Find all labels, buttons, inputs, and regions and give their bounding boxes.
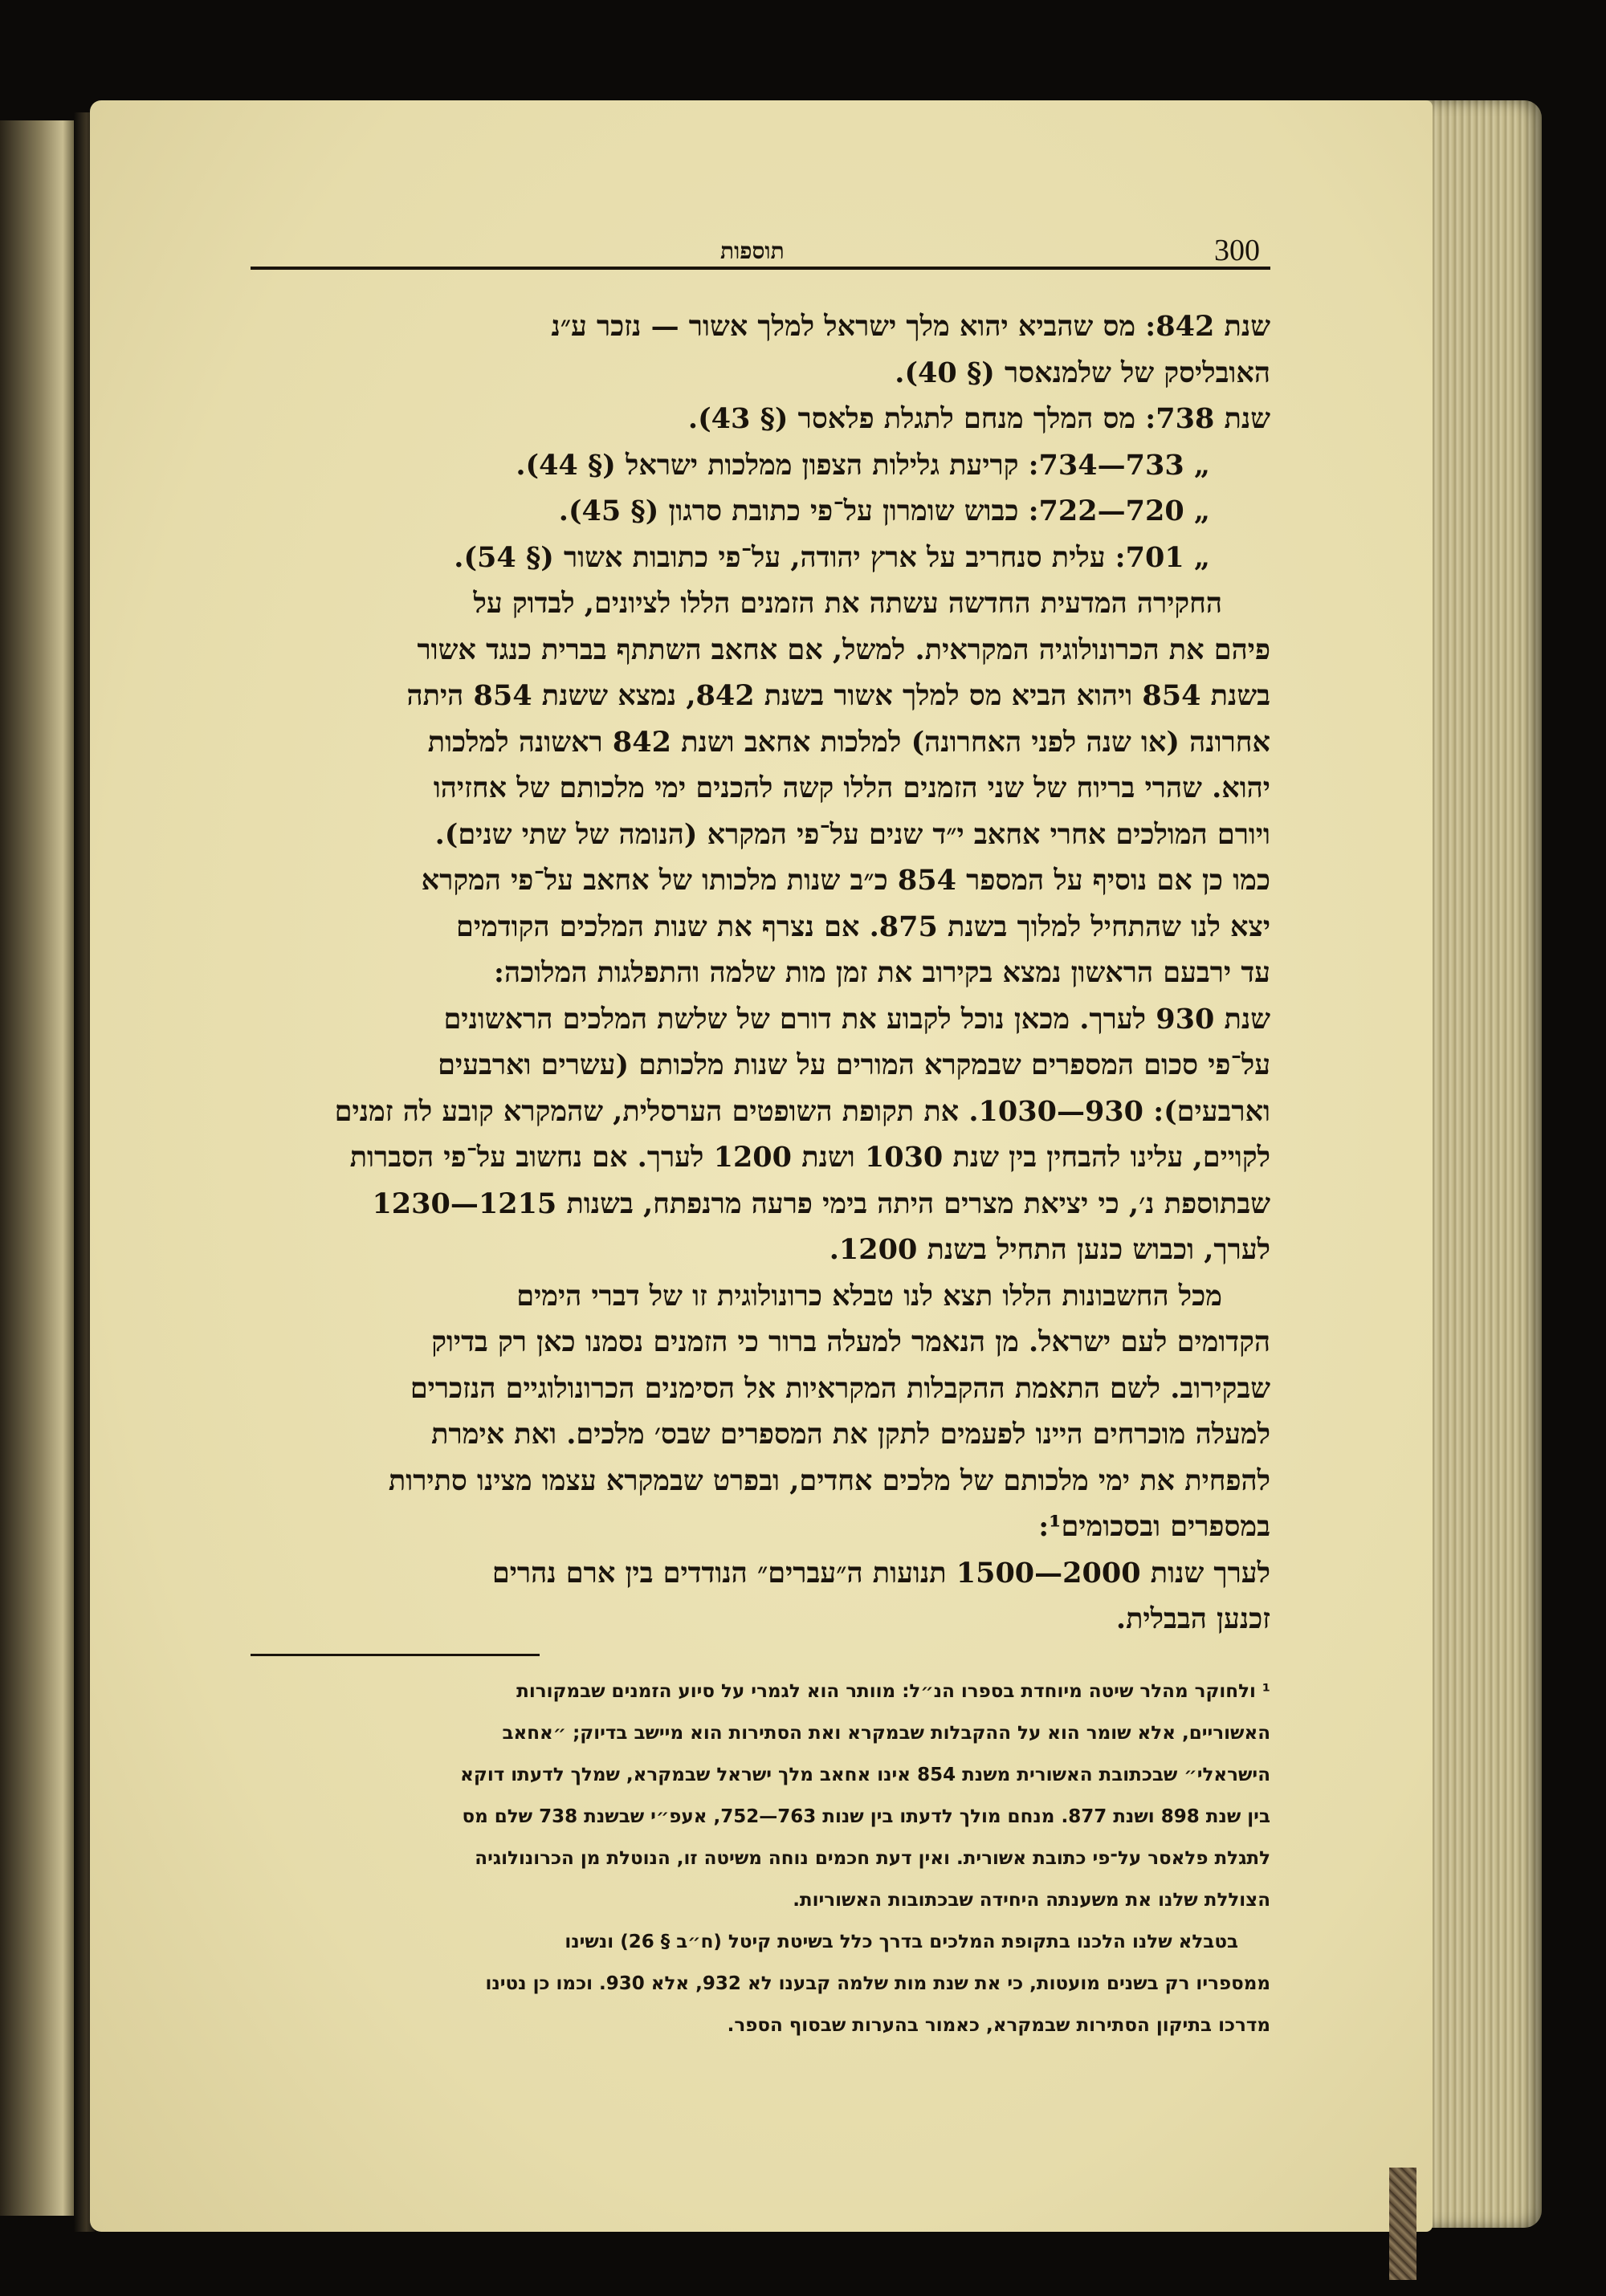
footnote-line: ¹ ולחוקר מהלר שיטה מיוחדת בספרו הנ״ל: מוותר הוא לגמרי על סיוע הזמנים שבמקורות [516, 1680, 1270, 1702]
page-header [251, 217, 1270, 270]
text-line: עד ירבעם הראשון נמצא בקירוב את זמן מות שלמה והתפלגות המלוכה: [494, 956, 1270, 989]
footnote-line: ממספריו רק בשנים מועטות, כי את שנת מות שלמה קבענו לא 932, אלא 930. וכמו כן נטינו [485, 1972, 1270, 1994]
text-line: החקירה המדעית החדשה עשתה את הזמנים הללו לציונים, לבדוק על [473, 587, 1222, 620]
bookmark-ribbon [1389, 2168, 1416, 2280]
text-line: להפחית את ימי מלכותם של מלכים אחדים, ובפרט שבמקרא עצמו מצינו סתירות [388, 1463, 1270, 1497]
text-line: הקדומים לעם ישראל. מן הנאמר למעלה ברור כי הזמנים נסמנו כאן רק בדיוק [431, 1325, 1270, 1358]
text-line: „ 733—734: קריעת גלילות הצפון ממלכות ישראל (§ 44). [516, 448, 1210, 482]
footnote-rule [251, 1654, 540, 1656]
footnote-line: לתגלת פלאסר על־פי כתובת אשורית. ואין דעת חכמים נוחה משיטה זו, הנוטלת מן הכרונולוגיה [475, 1847, 1270, 1869]
body-text [251, 303, 1270, 1643]
text-line: שנת 738: מס המלך מנחם לתגלת פלאסר (§ 43). [687, 402, 1270, 435]
text-line: שבתוספת נ׳, כי יציאת מצרים היתה בימי פרעה מרנפתח, בשנות 1215—1230 [372, 1187, 1270, 1220]
text-line: „ 720—722: כבוש שומרון על־פי כתובת סרגון (§ 45). [558, 495, 1210, 527]
text-line: בשנת 854 ויהוא הביא מס למלך אשור בשנת 842, נמצא ששנת 854 היתה [406, 679, 1270, 712]
running-head: תוספות [720, 238, 785, 264]
text-line: על־פי סכום המספרים שבמקרא המורים על שנות מלכותם (עשרים וארבעים [438, 1048, 1270, 1081]
page-content [251, 217, 1270, 2046]
text-line: שנת 930 לערך. מכאן נוכל לקבוע את דורם של שלשת המלכים הראשונים [443, 1002, 1270, 1036]
footnote-line: מדרכו בתיקון הסתירות שבמקרא, כאמור בהערות שבסוף הספר. [727, 2014, 1270, 2036]
text-line: „ 701: עלית סנחריב על ארץ יהודה, על־פי כתובות אשור (§ 54). [454, 540, 1210, 574]
text-line: לקויים, עלינו להבחין בין שנת 1030 ושנת 1200 לערך. אם נחשוב על־פי הסברות [349, 1141, 1270, 1174]
text-line: זכנען הבבלית. [1115, 1602, 1270, 1635]
text-line: שנת 842: מס שהביא יהוא מלך ישראל למלך אשור — נזכר ע״נ [551, 310, 1270, 343]
text-line: האובליסק של שלמנאסר (§ 40). [895, 356, 1270, 389]
text-line: לערך שנות 2000—1500 תנועות ה״עברים״ הנודדים בין ארם נהרים [491, 1556, 1270, 1590]
text-line: למעלה מוכרחים היינו לפעמים לתקן את המספרים שבס׳ מלכים. ואת אימרת [431, 1418, 1270, 1451]
facing-page-edge [0, 120, 74, 2216]
text-line: פיהם את הכרונולוגיה המקראית. למשל, אם אחאב השתתף בברית כנגד אשור [417, 633, 1270, 666]
text-line: שבקירוב. לשם התאמת ההקבלות המקראיות אל הסימנים הכרונולוגיים הנזכרים [410, 1371, 1270, 1405]
footnote-line: בין שנת 898 ושנת 877. מנחם מולך לדעתו בין שנות 763—752, אעפ״י שבשנת 738 שלם מס [462, 1805, 1270, 1827]
footnote-line: הישראלי״ שבכתובת האשורית משנת 854 אינו אחאב מלך ישראל שבמקרא, שמלך לדעתו דוקא [460, 1764, 1270, 1785]
text-line: כמו כן אם נוסיף על המספר 854 כ״ב שנות מלכותו של אחאב על־פי המקרא [421, 864, 1270, 897]
text-line: יצא לנו שהתחיל למלוך בשנת 875. אם נצרף את שנות המלכים הקודמים [456, 910, 1270, 943]
page-number: 300 [1214, 234, 1260, 267]
text-line: וארבעים): 930—1030. את תקופת השופטים הערסלית, שהמקרא קובע לה זמנים [334, 1094, 1270, 1128]
footnotes [251, 1671, 1270, 2046]
text-line: ויורם המולכים אחרי אחאב י״ד שנים על־פי המקרא (הנומה של שתי שנים). [434, 817, 1270, 851]
footnote-line: האשוריים, אלא שומר הוא על ההקבלות שבמקרא ואת הסתירות הוא מיישב בדיוק; ״אחאב [502, 1722, 1270, 1744]
text-line: אחרונה (או שנה לפני האחרונה) למלכות אחאב ושנת 842 ראשונה למלכות [427, 725, 1270, 759]
text-line: יהוא. שהרי בריוח של שני הזמנים הללו קשה להכנים ימי מלכותם של אחזיהו [433, 771, 1270, 804]
text-line: לערך, וכבוש כנען התחיל בשנת 1200. [829, 1233, 1270, 1266]
text-line: במספרים ובסכומים¹: [1038, 1510, 1270, 1543]
footnote-line: הצוללת שלנו את משענתה היחידה שבכתובות האשוריות. [793, 1889, 1270, 1911]
text-line: מכל החשבונות הללו תצא לנו טבלא כרונולוגית זו של דברי הימים [516, 1279, 1222, 1313]
footnote-line: בטבלא שלנו הלכנו בתקופת המלכים בדרך כלל בשיטת קיטל (ח״ב § 26) ונשינו [565, 1931, 1238, 1952]
page-block-edges [1421, 100, 1542, 2228]
